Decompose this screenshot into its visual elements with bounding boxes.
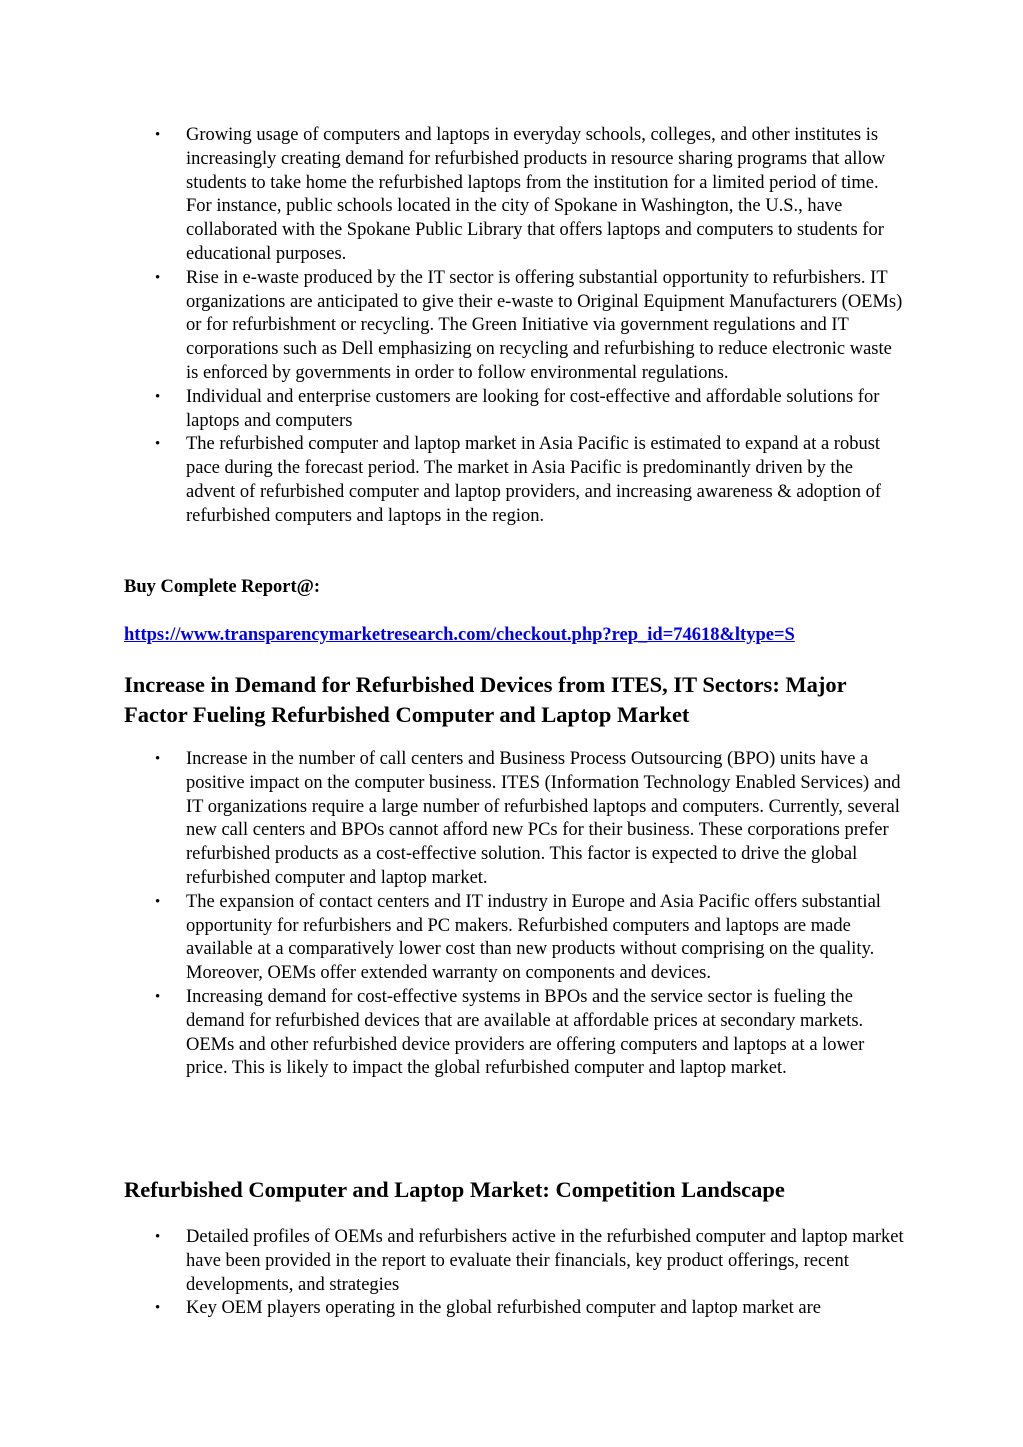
buy-report-link[interactable]: https://www.transparencymarketresearch.com/checkout.php?rep_id=74618&ltype=S <box>124 625 795 645</box>
bullet-icon: • <box>155 751 161 767</box>
list-item <box>124 433 904 528</box>
list-item <box>124 986 904 1081</box>
list-item <box>124 1297 904 1321</box>
list-item-text: The expansion of contact centers and IT industry in Europe and Asia Pacific offers substantial opportunity for refurbishers and PC makers. Refurbished computers and laptops are made available at a comparatively lower cost than new products without comprising on the quality. Moreover, OEMs offer extended warranty on components and devices. <box>186 891 881 984</box>
bullet-list-drivers <box>124 124 904 529</box>
bullet-icon: • <box>155 1300 161 1317</box>
list-item-text: Individual and enterprise customers are looking for cost-effective and affordable solutions for laptops and computers <box>186 386 880 431</box>
bullet-icon: • <box>155 269 161 286</box>
list-item-text: Growing usage of computers and laptops in everyday schools, colleges, and other institutes is increasingly creating demand for refurbished products in resource sharing programs that allow students to take home the refurbished laptops from the institution for a limited period of time. For instance, public schools located in the city of Spokane in Washington, the U.S., have collaborated with the Spokane Public Library that offers laptops and computers to students for educational purposes. <box>186 125 886 264</box>
bullet-icon: • <box>155 893 161 910</box>
bullet-icon: • <box>155 1229 161 1245</box>
section-heading-competition: Refurbished Computer and Laptop Market: Competition Landscape <box>124 1177 785 1202</box>
bullet-icon: • <box>155 988 161 1005</box>
list-item <box>124 748 904 891</box>
list-item-text: Detailed profiles of OEMs and refurbishers active in the refurbished computer and laptop market have been provided in the report to evaluate their financials, key product offerings, recent developments, and strategies <box>186 1227 904 1295</box>
list-item-text: Increase in the number of call centers and Business Process Outsourcing (BPO) units have a positive impact on the computer business. ITES (Information Technology Enabled Services) and IT organizations require a large number of refurbished laptops and computers. Currently, several new call centers and BPOs cannot afford new PCs for their business. These corporations prefer refurbished products as a cost-effective solution. This factor is expected to drive the global refurbished computer and laptop market. <box>186 749 901 888</box>
list-item-text: The refurbished computer and laptop market in Asia Pacific is estimated to expand at a robust pace during the forecast period. The market in Asia Pacific is predominantly driven by the advent of refurbished computer and laptop providers, and increasing awareness & adoption of refurbished computers and laptops in the region. <box>186 434 882 526</box>
list-item <box>124 1226 904 1297</box>
bullet-icon: • <box>155 388 161 405</box>
list-item-text: Increasing demand for cost-effective systems in BPOs and the service sector is fueling the demand for refurbished devices that are available at affordable prices at secondary markets. OEMs and other refurbished device providers are offering computers and laptops at a lower price. This is likely to impact the global refurbished computer and laptop market. <box>186 986 865 1079</box>
list-item <box>124 891 904 986</box>
list-item <box>124 267 904 386</box>
bullet-icon: • <box>155 436 161 453</box>
list-item <box>124 124 904 267</box>
list-item-text: Key OEM players operating in the global refurbished computer and laptop market are <box>186 1298 821 1319</box>
bullet-list-demand <box>124 748 904 1081</box>
buy-report-label: Buy Complete Report@: <box>124 577 321 597</box>
bullet-list-competition <box>124 1226 904 1321</box>
bullet-icon: • <box>155 127 161 143</box>
list-item-text: Rise in e-waste produced by the IT sector is offering substantial opportunity to refurbishers. IT organizations are anticipated to give their e-waste to Original Equipment Manufacturers (OEMs) or for refurbishment or recycling. The Green Initiative via government regulations and IT corporations such as Dell emphasizing on recycling and refurbishing to reduce electronic waste is enforced by governments in order to follow environmental regulations. <box>186 267 903 383</box>
list-item <box>124 386 904 434</box>
section-heading-demand: Increase in Demand for Refurbished Devices from ITES, IT Sectors: Major Factor Fueling Refurbished Computer and Laptop Market <box>124 672 847 727</box>
